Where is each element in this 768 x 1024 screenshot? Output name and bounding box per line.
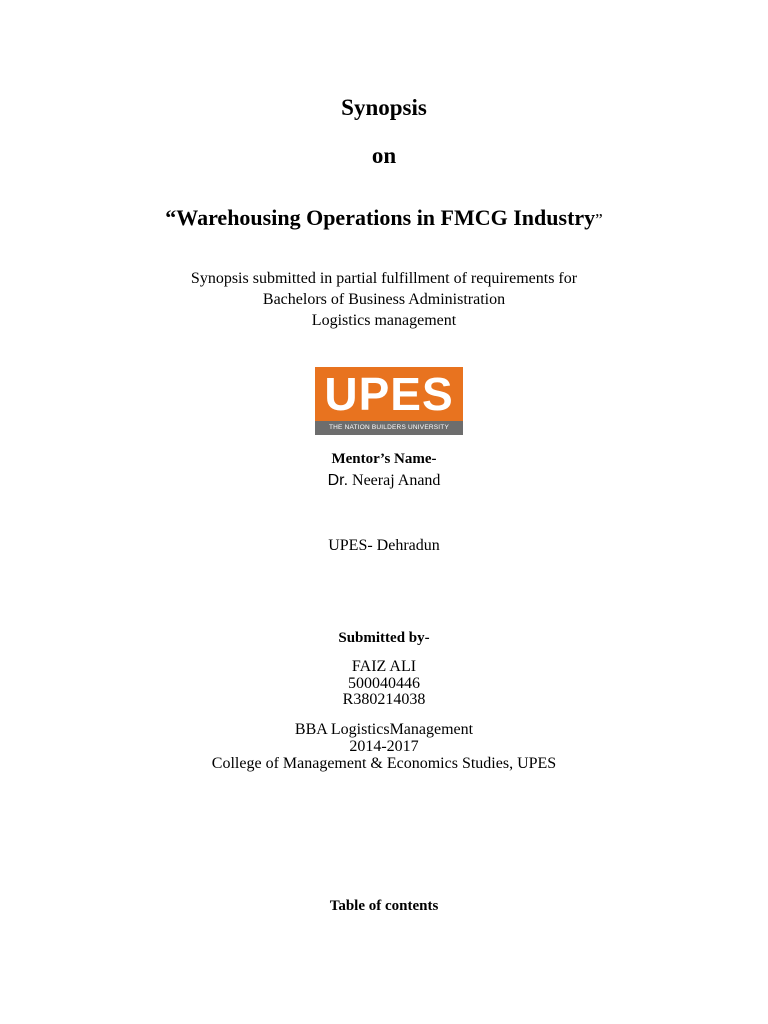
program-years: 2014-2017 [349,738,419,755]
intro-line-2: Bachelors of Business Administration [262,291,506,308]
logo-wordmark: UPES [324,368,454,420]
student-id-1: 500040446 [348,675,420,692]
logo-tagline: THE NATION BUILDERS UNIVERSITY [328,423,449,431]
document-title: Synopsis [341,95,427,120]
mentor-prefix: Dr. [327,472,349,489]
intro-line-3: Logistics management [311,312,457,329]
program-college: College of Management & Economics Studies, UPES [211,755,557,772]
upes-logo [315,367,463,435]
logo-tagline-bar [315,421,463,435]
submitted-label: Submitted by- [338,630,430,646]
topic-title [0,205,768,231]
student-id-2: R380214038 [342,691,426,708]
topic-open-quote: “ [165,205,177,230]
toc-heading: Table of contents [329,898,439,914]
logo-wordmark-panel [315,367,463,421]
student-name: FAIZ ALI [351,658,417,675]
location: UPES- Dehradun [328,537,440,554]
title-connector: on [371,143,397,168]
mentor-name [0,470,768,491]
topic-close-quote: ” [595,210,603,229]
intro-line-1: Synopsis submitted in partial fulfillment of requirements for [190,270,578,287]
mentor-fullname: Neeraj Anand [352,472,441,489]
program-degree: BBA LogisticsManagement [294,721,474,738]
topic-text: Warehousing Operations in FMCG Industry [176,205,596,230]
mentor-label: Mentor’s Name- [331,451,437,467]
